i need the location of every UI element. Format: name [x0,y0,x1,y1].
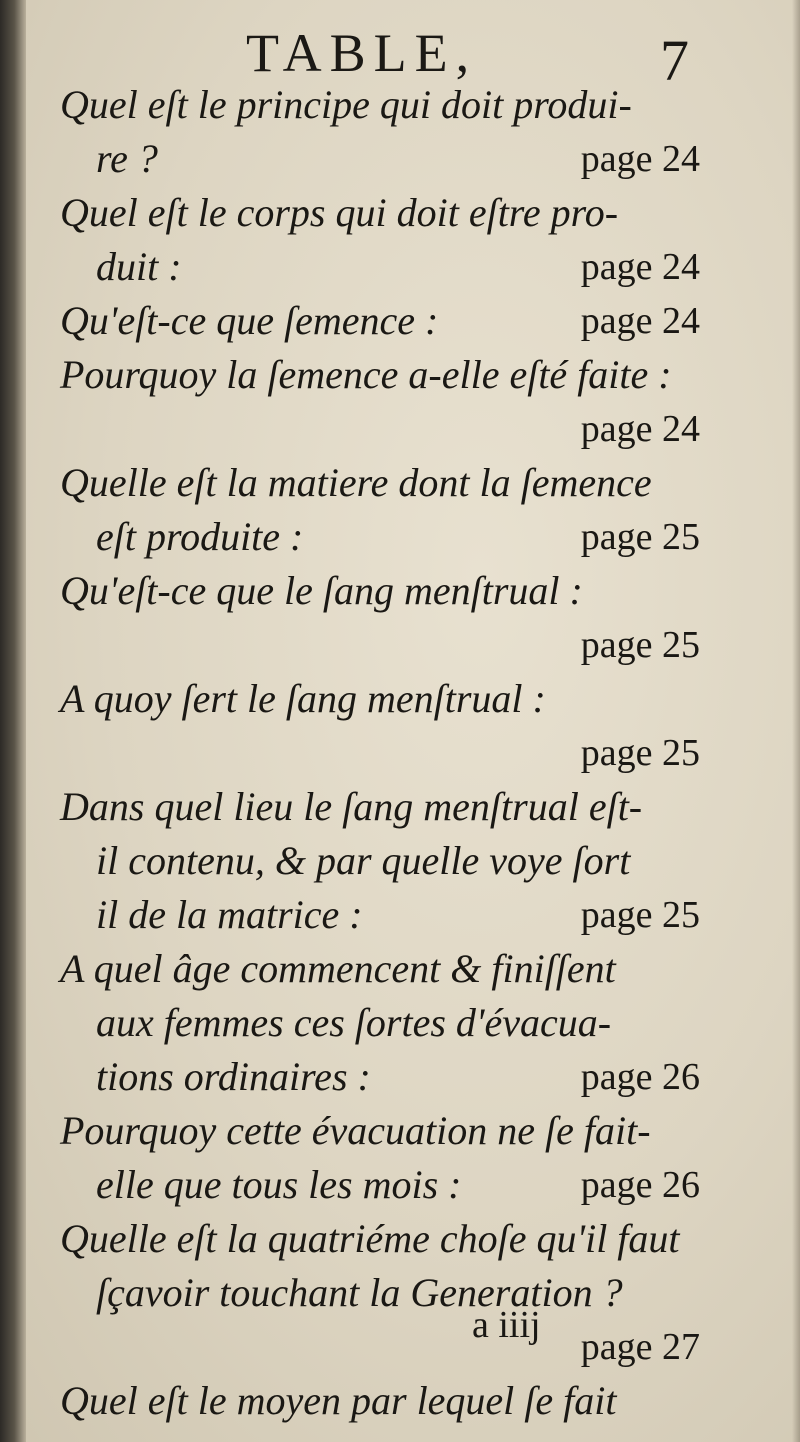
toc-page-ref: page 24 [580,246,700,288]
toc-entry-text: Quel eſt le principe qui doit produi- [60,82,632,127]
toc-line [60,996,700,1050]
toc-entry-text: aux femmes ces ſortes d'évacua- [96,1000,612,1045]
toc-page-ref: page 25 [580,732,700,774]
toc-entry-text: Quelle eſt la matiere dont la ſemence [60,460,652,505]
toc-entry-text: Pourquoy cette évacuation ne ſe fait- [60,1108,651,1153]
toc-line [60,942,700,996]
toc-line [60,834,700,888]
toc-line [60,672,700,726]
toc-entry-text: A quel âge commencent & finiſſent [60,946,616,991]
toc-entry-text: Quelle eſt la quatriéme choſe qu'il faut [60,1216,680,1261]
toc-entry-text: eſt produite : [96,514,304,559]
table-of-contents [60,78,700,1428]
toc-line [60,1212,700,1266]
toc-line [60,1320,700,1374]
toc-entry-text: tions ordinaires : [96,1054,371,1099]
page-edge-shadow [792,0,800,1442]
toc-entry-text: Quel eſt le corps qui doit eſtre pro- [60,190,619,235]
book-gutter [0,0,26,1442]
toc-entry-text: Quel eſt le moyen par lequel ſe fait [60,1378,617,1423]
toc-line [60,132,700,186]
toc-line [60,240,700,294]
toc-line [60,618,700,672]
toc-entry-text: A quoy ſert le ſang menſtrual : [60,676,546,721]
toc-line [60,1050,700,1104]
toc-line [60,510,700,564]
toc-line [60,1158,700,1212]
toc-entry-text: Qu'eſt-ce que ſemence : [60,298,439,343]
toc-line [60,888,700,942]
toc-page-ref: page 24 [580,138,700,180]
toc-line [60,186,700,240]
toc-line [60,1374,700,1428]
toc-line [60,294,700,348]
toc-entry-text: re ? [96,136,158,181]
toc-entry-text: Dans quel lieu le ſang menſtrual eſt- [60,784,643,829]
toc-page-ref: page 24 [580,408,700,450]
toc-page-ref: page 25 [580,516,700,558]
toc-line [60,726,700,780]
running-title: TABLE, [246,23,478,83]
toc-line [60,78,700,132]
toc-page-ref: page 25 [580,624,700,666]
toc-line [60,780,700,834]
toc-line [60,456,700,510]
toc-entry-text: duit : [96,244,182,289]
toc-page-ref: page 25 [580,894,700,936]
toc-line [60,1104,700,1158]
toc-entry-text: il de la matrice : [96,892,363,937]
signature-mark: a iiij [472,1304,541,1346]
toc-entry-text: il contenu, & par quelle voye ſort [96,838,631,883]
toc-line [60,348,700,402]
toc-line [60,402,700,456]
page-number: 7 [660,28,689,93]
toc-page-ref: page 24 [580,300,700,342]
toc-entry-text: elle que tous les mois : [96,1162,462,1207]
toc-line [60,564,700,618]
toc-entry-text: Pourquoy la ſemence a-elle eſté faite : [60,352,672,397]
toc-line [60,1266,700,1320]
toc-page-ref: page 27 [580,1326,700,1368]
toc-page-ref: page 26 [580,1164,700,1206]
toc-entry-text: Qu'eſt-ce que le ſang menſtrual : [60,568,583,613]
toc-page-ref: page 26 [580,1056,700,1098]
toc-entry-text: ſçavoir touchant la Generation ? [96,1270,623,1315]
